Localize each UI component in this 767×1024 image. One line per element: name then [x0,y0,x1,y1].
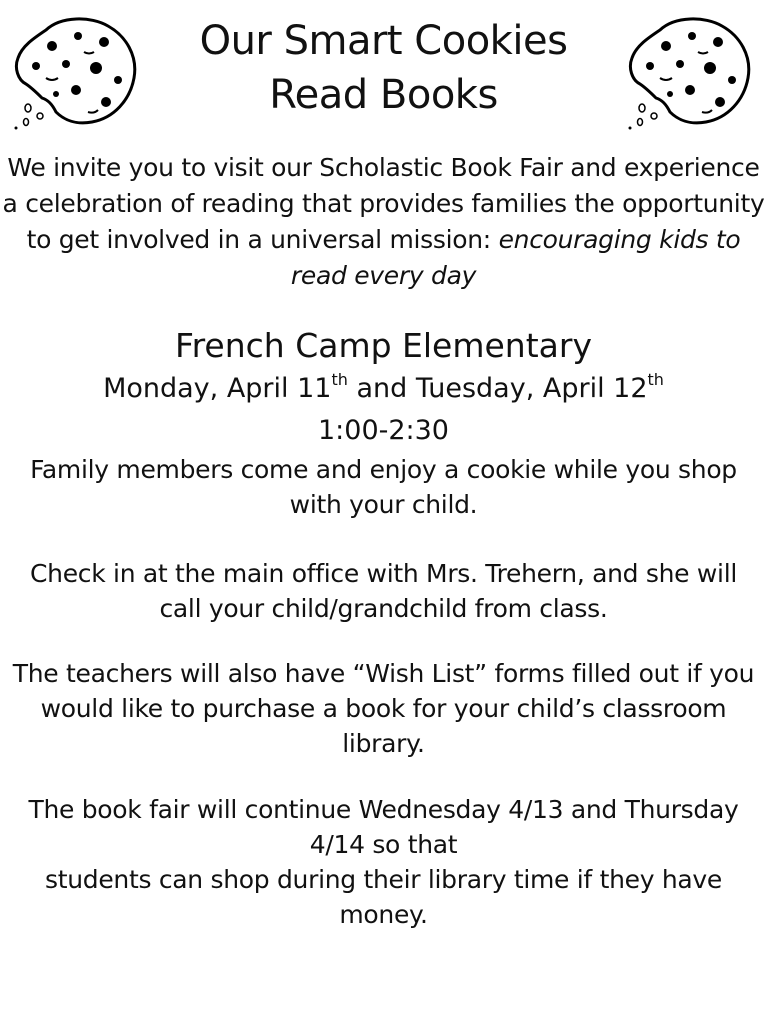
intro-text: We invite you to visit our Scholastic Book Fair and experience a celebration of reading that provides families the opportunity to get involved in a universal mission: [2,153,765,254]
continuation-line-2: students can shop during their library time if they have money. [45,865,722,929]
title-line-1: Our Smart Cookies [199,18,568,64]
intro-paragraph [0,150,767,294]
event-dates [0,370,767,408]
intro-emphasis: encouraging kids to read every day [290,225,741,290]
date-day1-suffix: th [331,370,348,389]
event-time: 1:00-2:30 [317,415,449,446]
title-line-2: Read Books [269,72,498,118]
school-name: French Camp Elementary [175,326,592,365]
date-day1: Monday, April 11 [103,373,332,404]
family-paragraph: Family members come and enjoy a cookie while you shop with your child. [30,455,737,519]
cookie-icon [6,8,146,136]
page-title [140,14,627,122]
check-in-paragraph: Check in at the main office with Mrs. Trehern, and she will call your child/grandchild from class. [30,559,737,623]
date-day2-suffix: th [647,370,664,389]
wish-list-paragraph: The teachers will also have “Wish List” forms filled out if you would like to purchase a book for your child’s classroom library. [12,659,755,758]
date-joiner: and Tuesday, April 12 [347,373,648,404]
continuation-line-1: The book fair will continue Wednesday 4/13 and Thursday 4/14 so that [28,795,739,859]
continuation-paragraph [10,792,757,932]
cookie-icon [620,8,760,136]
